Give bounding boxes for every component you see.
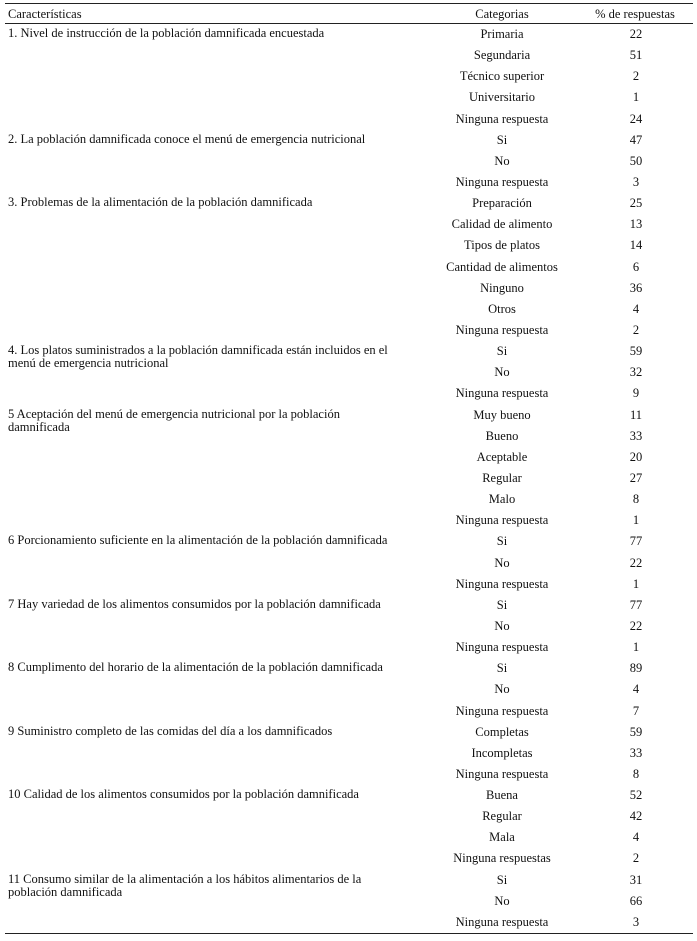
percent-cell: 27 (629, 470, 643, 485)
table-row (5, 827, 693, 848)
characteristic-label: 6 Porcionamiento suficiente en la alimentación de la población damnificada (8, 533, 388, 548)
percent-cell: 1 (632, 640, 640, 655)
category-cell: Regular (482, 809, 522, 824)
percent-cell: 4 (632, 301, 640, 316)
characteristic-label: 8 Cumplimento del horario de la alimentación de la población damnificada (8, 660, 383, 675)
percent-cell: 51 (629, 48, 643, 63)
table-row (5, 553, 693, 574)
percent-cell: 2 (632, 69, 640, 84)
characteristic-label: 2. La población damnificada conoce el menú de emergencia nutricional (8, 131, 366, 146)
category-cell: Preparación (472, 196, 532, 211)
category-cell: Ninguna respuesta (455, 576, 549, 591)
category-cell: No (494, 153, 510, 168)
table-row (5, 193, 693, 214)
table-row (5, 383, 693, 404)
table-row (5, 701, 693, 722)
table-row (5, 870, 693, 899)
category-cell: Incompletas (471, 745, 533, 760)
table-header (5, 3, 693, 24)
table-row (5, 679, 693, 700)
table-row (5, 743, 693, 764)
table-row (5, 45, 693, 66)
category-cell: Malo (488, 492, 516, 507)
table-row (5, 320, 693, 341)
percent-cell: 89 (629, 661, 643, 676)
percent-cell: 3 (632, 914, 640, 929)
table-row (5, 405, 693, 434)
table-row (5, 426, 693, 447)
percent-cell: 4 (632, 830, 640, 845)
table-body (5, 24, 693, 934)
percent-cell: 3 (632, 174, 640, 189)
table-row (5, 299, 693, 320)
table-row (5, 468, 693, 489)
table-row (5, 172, 693, 193)
category-cell: Si (496, 132, 508, 147)
table-row (5, 531, 693, 552)
percent-cell: 22 (629, 618, 643, 633)
table-row (5, 278, 693, 299)
characteristic-label: 7 Hay variedad de los alimentos consumidos por la población damnificada (8, 596, 381, 611)
percent-cell: 47 (629, 132, 643, 147)
category-cell: Segundaria (473, 48, 531, 63)
category-cell: Técnico superior (459, 69, 545, 84)
percent-cell: 7 (632, 703, 640, 718)
category-cell: Ninguna respuesta (455, 174, 549, 189)
table-row (5, 848, 693, 869)
percent-cell: 2 (632, 322, 640, 337)
category-cell: Ninguno (480, 280, 524, 295)
table-row (5, 764, 693, 785)
characteristic-label: 3. Problemas de la alimentación de la población damnificada (8, 195, 313, 210)
category-cell: Si (496, 597, 508, 612)
percent-cell: 1 (632, 90, 640, 105)
percent-cell: 2 (632, 851, 640, 866)
percent-cell: 32 (629, 365, 643, 380)
header-characteristics: Características (8, 7, 82, 21)
percent-cell: 24 (629, 111, 643, 126)
percent-cell: 77 (629, 597, 643, 612)
category-cell: Aceptable (476, 449, 528, 464)
percent-cell: 33 (629, 428, 643, 443)
category-cell: Ninguna respuestas (453, 851, 551, 866)
characteristic-label: 10 Calidad de los alimentos consumidos por la población damnificada (8, 787, 359, 802)
table-row (5, 24, 693, 45)
percent-cell: 66 (629, 893, 643, 908)
percent-cell: 59 (629, 724, 643, 739)
table-row (5, 257, 693, 278)
category-cell: Mala (489, 830, 515, 845)
category-cell: Bueno (485, 428, 519, 443)
percent-cell: 1 (632, 576, 640, 591)
category-cell: Si (496, 534, 508, 549)
category-cell: Calidad de alimento (451, 217, 553, 232)
characteristic-label: 5 Aceptación del menú de emergencia nutricional por la población damnificada (8, 406, 340, 434)
survey-results-table (5, 3, 693, 934)
category-cell: Buena (486, 788, 518, 803)
table-row (5, 66, 693, 87)
table-row (5, 616, 693, 637)
category-cell: Si (496, 344, 508, 359)
table-row (5, 722, 693, 743)
table-row (5, 214, 693, 235)
percent-cell: 36 (629, 280, 643, 295)
percent-cell: 8 (632, 492, 640, 507)
category-cell: No (494, 682, 510, 697)
category-cell: Ninguna respuesta (455, 766, 549, 781)
percent-cell: 22 (629, 555, 643, 570)
percent-cell: 4 (632, 682, 640, 697)
category-cell: Ninguna respuesta (455, 914, 549, 929)
category-cell: Cantidad de alimentos (446, 259, 558, 274)
table-row (5, 130, 693, 151)
table-row (5, 87, 693, 108)
percent-cell: 31 (629, 872, 643, 887)
category-cell: Muy bueno (473, 407, 531, 422)
category-cell: Si (496, 661, 508, 676)
table-row (5, 362, 693, 383)
percent-cell: 9 (632, 386, 640, 401)
percent-cell: 1 (632, 513, 640, 528)
characteristic-label: 4. Los platos suministrados a la población damnificada están incluidos en el menú de emergencia nutricional (8, 343, 388, 371)
percent-cell: 13 (629, 217, 643, 232)
category-cell: Otros (488, 301, 516, 316)
table-row (5, 806, 693, 827)
percent-cell: 8 (632, 766, 640, 781)
table-row (5, 235, 693, 256)
table-row (5, 658, 693, 679)
table-row (5, 447, 693, 468)
table-row (5, 891, 693, 912)
percent-cell: 11 (629, 407, 643, 422)
percent-cell: 33 (629, 745, 643, 760)
category-cell: No (494, 618, 510, 633)
category-cell: Ninguna respuesta (455, 322, 549, 337)
header-categories: Categorias (475, 7, 529, 21)
table-row (5, 109, 693, 130)
category-cell: Completas (475, 724, 529, 739)
percent-cell: 77 (629, 534, 643, 549)
table-row (5, 785, 693, 806)
percent-cell: 42 (629, 809, 643, 824)
table-row (5, 595, 693, 616)
table-row (5, 637, 693, 658)
percent-cell: 59 (629, 344, 643, 359)
characteristic-label: 9 Suministro completo de las comidas del día a los damnificados (8, 723, 333, 738)
category-cell: Ninguna respuesta (455, 703, 549, 718)
table-row (5, 510, 693, 531)
percent-cell: 14 (629, 238, 643, 253)
category-cell: No (494, 555, 510, 570)
header-percent: % de respuestas (595, 7, 675, 21)
category-cell: Universitario (469, 90, 535, 105)
percent-cell: 25 (629, 196, 643, 211)
table-row (5, 341, 693, 371)
table-row (5, 574, 693, 595)
percent-cell: 52 (629, 788, 643, 803)
percent-cell: 6 (632, 259, 640, 274)
category-cell: No (494, 365, 510, 380)
percent-cell: 20 (629, 449, 643, 464)
table-row (5, 489, 693, 510)
category-cell: Tipos de platos (464, 238, 540, 253)
percent-cell: 50 (629, 153, 643, 168)
category-cell: No (494, 893, 510, 908)
percent-cell: 22 (629, 27, 643, 41)
category-cell: Regular (482, 470, 522, 485)
category-cell: Ninguna respuesta (455, 640, 549, 655)
table-row (5, 151, 693, 172)
table-row (5, 912, 693, 933)
characteristic-label: 1. Nivel de instrucción de la población damnificada encuestada (8, 26, 325, 40)
category-cell: Si (496, 872, 508, 887)
category-cell: Primaria (480, 27, 524, 41)
category-cell: Ninguna respuesta (455, 513, 549, 528)
category-cell: Ninguna respuesta (455, 386, 549, 401)
characteristic-label: 11 Consumo similar de la alimentación a los hábitos alimentarios de la población damnificada (8, 871, 362, 899)
category-cell: Ninguna respuesta (455, 111, 549, 126)
